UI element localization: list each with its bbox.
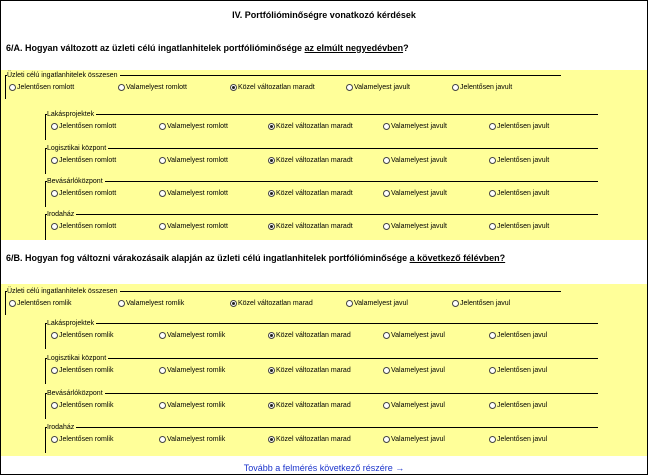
radio-button-icon[interactable] (159, 367, 166, 374)
radio-option-label: Valamelyest javult (391, 223, 447, 230)
group-border-left (45, 114, 46, 140)
radio-option-label: Jelentősen romlik (59, 367, 114, 374)
radio-option-label: Valamelyest romlott (167, 223, 228, 230)
question-group (1, 288, 647, 314)
group-label: Irodaház (47, 211, 75, 218)
group-border-left (45, 393, 46, 419)
radio-button-icon[interactable] (489, 123, 496, 130)
radio-button-icon[interactable] (159, 436, 166, 443)
radio-button-icon[interactable] (118, 84, 125, 91)
group-label: Bevásárlóközpont (47, 178, 103, 185)
radio-option-label: Jelentősen javul (497, 367, 548, 374)
radio-option-label: Valamelyest romlott (167, 190, 228, 197)
group-border (45, 427, 598, 428)
question-6a-tail: ? (403, 43, 409, 53)
group-label: Üzleti célú ingatlanhitelek összesen (7, 72, 118, 79)
radio-button-icon[interactable] (159, 332, 166, 339)
radio-option-label: Valamelyest romlott (167, 157, 228, 164)
radio-option[interactable] (51, 157, 116, 164)
radio-option[interactable] (51, 190, 116, 197)
radio-option[interactable] (268, 367, 351, 374)
radio-button-icon[interactable] (230, 84, 237, 91)
radio-option[interactable] (118, 84, 187, 91)
radio-option[interactable] (268, 332, 351, 339)
radio-option-label: Jelentősen romlik (59, 436, 114, 443)
radio-option-label: Közel változatlan maradt (276, 123, 353, 130)
radio-option-label: Közel változatlan maradt (276, 157, 353, 164)
radio-option-label: Közel változatlan marad (276, 402, 351, 409)
radio-option-label: Valamelyest romlik (167, 332, 226, 339)
radio-button-icon[interactable] (230, 300, 237, 307)
question-6a-panel (1, 70, 647, 240)
radio-option[interactable] (268, 157, 353, 164)
radio-option[interactable] (9, 84, 74, 91)
radio-option[interactable] (51, 223, 116, 230)
question-group (1, 424, 647, 450)
group-border-left (45, 427, 46, 453)
radio-button-icon[interactable] (268, 223, 275, 230)
radio-button-icon[interactable] (489, 436, 496, 443)
radio-option-label: Jelentősen romlott (59, 157, 117, 164)
question-6b-emphasis: a következő félévben? (409, 253, 506, 263)
radio-option-label: Valamelyest javult (391, 123, 447, 130)
radio-button-icon[interactable] (159, 190, 166, 197)
radio-option[interactable] (383, 157, 447, 164)
radio-option[interactable] (383, 223, 447, 230)
radio-button-icon[interactable] (9, 300, 16, 307)
radio-button-icon[interactable] (489, 190, 496, 197)
radio-option-label: Valamelyest romlik (167, 436, 226, 443)
group-label: Irodaház (47, 424, 75, 431)
radio-button-icon[interactable] (268, 157, 275, 164)
radio-button-icon[interactable] (383, 223, 390, 230)
radio-button-icon[interactable] (489, 223, 496, 230)
radio-option-label: Valamelyest romlik (167, 367, 226, 374)
radio-button-icon[interactable] (383, 332, 390, 339)
radio-option[interactable] (268, 402, 351, 409)
radio-option[interactable] (489, 367, 547, 374)
radio-option-label: Valamelyest romlott (126, 84, 187, 91)
radio-option-label: Közel változatlan marad (276, 332, 351, 339)
question-group (1, 390, 647, 416)
group-border (45, 114, 598, 115)
next-section-link[interactable] (1, 463, 647, 473)
radio-option[interactable] (51, 402, 113, 409)
radio-option-label: Közel változatlan marad (238, 300, 313, 307)
question-6b (6, 253, 505, 263)
question-group (1, 355, 647, 381)
radio-option-label: Jelentősen romlott (59, 223, 117, 230)
radio-button-icon[interactable] (9, 84, 16, 91)
radio-button-icon[interactable] (118, 300, 125, 307)
group-border (45, 393, 598, 394)
group-border (45, 148, 598, 149)
question-group (1, 320, 647, 346)
group-label: Lakásprojektek (47, 320, 95, 327)
radio-button-icon[interactable] (268, 402, 275, 409)
radio-option[interactable] (268, 190, 353, 197)
group-border-left (45, 214, 46, 240)
radio-option-label: Valamelyest romlik (167, 402, 226, 409)
radio-button-icon[interactable] (51, 123, 58, 130)
group-border-left (45, 323, 46, 349)
radio-button-icon[interactable] (51, 436, 58, 443)
radio-button-icon[interactable] (268, 436, 275, 443)
radio-button-icon[interactable] (159, 402, 166, 409)
radio-option-label: Valamelyest javult (354, 84, 410, 91)
radio-option[interactable] (159, 157, 228, 164)
group-label: Logisztikai központ (47, 145, 107, 152)
radio-option-label: Közel változatlan maradt (276, 223, 353, 230)
radio-option[interactable] (383, 436, 445, 443)
radio-option[interactable] (383, 367, 445, 374)
group-border-left (5, 75, 6, 99)
radio-option-label: Jelentősen romlott (59, 190, 117, 197)
radio-option[interactable] (452, 300, 510, 307)
radio-button-icon[interactable] (268, 190, 275, 197)
radio-option[interactable] (51, 332, 113, 339)
question-group (1, 145, 647, 171)
radio-option[interactable] (159, 190, 228, 197)
radio-button-icon[interactable] (346, 84, 353, 91)
radio-option-label: Jelentősen javul (460, 300, 511, 307)
group-border-left (45, 358, 46, 384)
radio-option-label: Valamelyest romlott (167, 123, 228, 130)
group-label: Üzleti célú ingatlanhitelek összesen (7, 288, 118, 295)
radio-option-label: Jelentősen javul (497, 402, 548, 409)
radio-button-icon[interactable] (268, 367, 275, 374)
radio-option-label: Közel változatlan maradt (238, 84, 315, 91)
radio-option-label: Jelentősen javult (497, 157, 550, 164)
radio-button-icon[interactable] (383, 436, 390, 443)
radio-option-label: Valamelyest romlik (126, 300, 185, 307)
radio-option-label: Jelentősen javult (497, 190, 550, 197)
question-6a-emphasis: az elmúlt negyedévben (304, 43, 404, 53)
radio-button-icon[interactable] (489, 157, 496, 164)
radio-button-icon[interactable] (51, 367, 58, 374)
question-6a-text: 6/A. Hogyan változott az üzleti célú ingatlanhitelek portfólióminősége (6, 43, 305, 53)
radio-option[interactable] (159, 332, 225, 339)
radio-button-icon[interactable] (268, 123, 275, 130)
radio-option[interactable] (489, 190, 549, 197)
radio-option-label: Valamelyest javult (391, 157, 447, 164)
radio-option[interactable] (159, 123, 228, 130)
radio-button-icon[interactable] (383, 190, 390, 197)
question-group (1, 178, 647, 204)
radio-option[interactable] (489, 402, 547, 409)
group-label: Lakásprojektek (47, 111, 95, 118)
group-border (45, 214, 598, 215)
radio-option-label: Jelentősen javult (460, 84, 513, 91)
radio-option[interactable] (383, 402, 445, 409)
radio-button-icon[interactable] (51, 223, 58, 230)
radio-option[interactable] (489, 436, 547, 443)
radio-option[interactable] (159, 367, 225, 374)
radio-option-label: Valamelyest javul (391, 402, 445, 409)
group-border (45, 181, 598, 182)
radio-button-icon[interactable] (51, 157, 58, 164)
radio-button-icon[interactable] (51, 190, 58, 197)
radio-option-label: Jelentősen javul (497, 332, 548, 339)
radio-button-icon[interactable] (346, 300, 353, 307)
radio-option-label: Valamelyest javul (391, 332, 445, 339)
radio-option[interactable] (383, 332, 445, 339)
question-group (1, 72, 647, 98)
radio-option-label: Jelentősen javul (497, 436, 548, 443)
group-border (45, 323, 598, 324)
radio-option-label: Jelentősen romlik (59, 332, 114, 339)
group-border-left (45, 181, 46, 207)
radio-option[interactable] (230, 84, 315, 91)
radio-option[interactable] (159, 402, 225, 409)
group-border (45, 358, 598, 359)
radio-option-label: Jelentősen romlott (59, 123, 117, 130)
radio-option[interactable] (51, 123, 116, 130)
radio-option-label: Közel változatlan marad (276, 367, 351, 374)
section-title: IV. Portfólióminőségre vonatkozó kérdések (232, 10, 416, 20)
radio-button-icon[interactable] (489, 402, 496, 409)
radio-button-icon[interactable] (489, 367, 496, 374)
group-border-left (45, 148, 46, 174)
radio-option-label: Jelentősen romlott (17, 84, 75, 91)
radio-option[interactable] (489, 157, 549, 164)
radio-button-icon[interactable] (383, 367, 390, 374)
radio-option-label: Jelentősen javult (497, 123, 550, 130)
radio-option[interactable] (9, 300, 71, 307)
radio-option[interactable] (383, 123, 447, 130)
radio-option-label: Jelentősen javult (497, 223, 550, 230)
radio-button-icon[interactable] (452, 300, 459, 307)
radio-button-icon[interactable] (51, 332, 58, 339)
radio-option[interactable] (383, 190, 447, 197)
radio-button-icon[interactable] (159, 157, 166, 164)
next-section-link-text[interactable]: Tovább a felmérés következő részére → (243, 463, 405, 473)
radio-option[interactable] (268, 223, 353, 230)
radio-option[interactable] (118, 300, 184, 307)
radio-option-label: Jelentősen romlik (17, 300, 72, 307)
radio-option-label: Valamelyest javul (391, 367, 445, 374)
radio-button-icon[interactable] (51, 402, 58, 409)
radio-option-label: Jelentősen romlik (59, 402, 114, 409)
question-6b-panel (1, 284, 647, 456)
radio-option[interactable] (230, 300, 313, 307)
question-group (1, 111, 647, 137)
radio-button-icon[interactable] (383, 157, 390, 164)
radio-option[interactable] (51, 436, 113, 443)
radio-option[interactable] (346, 300, 408, 307)
group-label: Bevásárlóközpont (47, 390, 103, 397)
radio-option-label: Valamelyest javul (391, 436, 445, 443)
radio-option-label: Valamelyest javult (391, 190, 447, 197)
radio-button-icon[interactable] (489, 332, 496, 339)
group-label: Logisztikai központ (47, 355, 107, 362)
radio-option-label: Közel változatlan maradt (276, 190, 353, 197)
question-6b-text: 6/B. Hogyan fog változni várakozásaik alapján az üzleti célú ingatlanhitelek portfólióminősége (6, 253, 410, 263)
radio-option[interactable] (489, 123, 549, 130)
radio-option[interactable] (51, 367, 113, 374)
radio-option-label: Valamelyest javul (354, 300, 408, 307)
group-border-left (5, 291, 6, 315)
radio-button-icon[interactable] (159, 223, 166, 230)
radio-button-icon[interactable] (159, 123, 166, 130)
radio-button-icon[interactable] (268, 332, 275, 339)
radio-button-icon[interactable] (383, 123, 390, 130)
radio-button-icon[interactable] (452, 84, 459, 91)
radio-option[interactable] (346, 84, 410, 91)
radio-option[interactable] (268, 123, 353, 130)
radio-option[interactable] (268, 436, 351, 443)
radio-option[interactable] (489, 332, 547, 339)
question-6a (6, 43, 409, 53)
radio-option[interactable] (159, 436, 225, 443)
radio-button-icon[interactable] (383, 402, 390, 409)
radio-option-label: Közel változatlan marad (276, 436, 351, 443)
radio-option[interactable] (159, 223, 228, 230)
radio-option[interactable] (489, 223, 549, 230)
radio-option[interactable] (452, 84, 512, 91)
question-group (1, 211, 647, 237)
